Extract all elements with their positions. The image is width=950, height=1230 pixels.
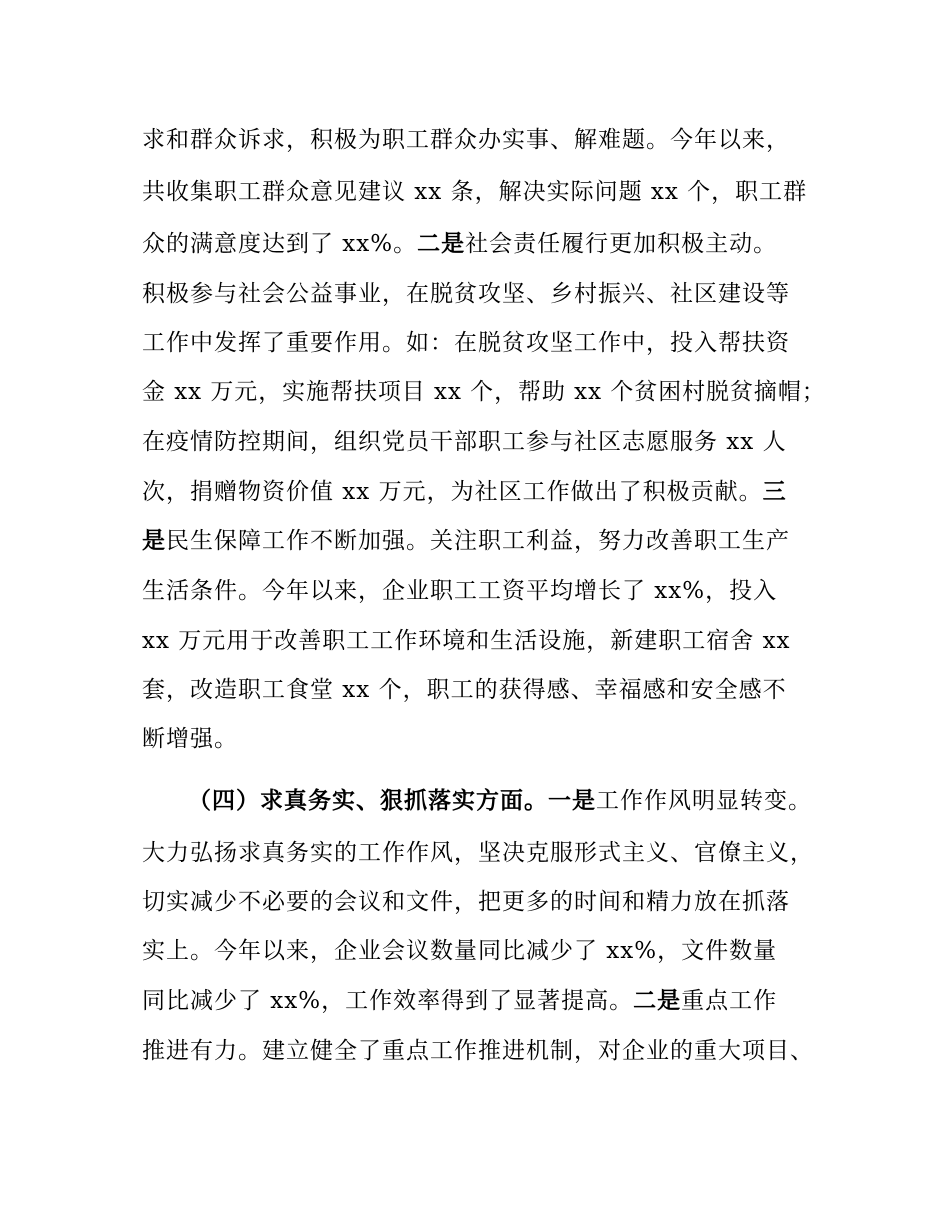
text-line-18: 同比减少了 xx%，工作效率得到了显著提高。二是重点工作 bbox=[142, 988, 778, 1014]
text-line-8: 次，捐赠物资价值 xx 万元，为社区工作做出了积极贡献。三 bbox=[142, 479, 787, 505]
text-line-9: 是民生保障工作不断加强。关注职工利益，努力改善职工生产 bbox=[142, 528, 790, 554]
text-line-19: 推进有力。建立健全了重点工作推进机制，对企业的重大项目、 bbox=[142, 1038, 814, 1064]
bold-marker: 二是 bbox=[633, 988, 682, 1014]
text-line-12: 套，改造职工食堂 xx 个，职工的获得感、幸福感和安全感不 bbox=[142, 677, 787, 703]
section-heading: （四）求真务实、狠抓落实方面。 bbox=[188, 788, 548, 814]
text-line-13: 断增强。 bbox=[142, 726, 238, 752]
text-line-15: 大力弘扬求真务实的工作作风，坚决克服形式主义、官僚主义， bbox=[142, 840, 814, 866]
text-line-4: 积极参与社会公益事业，在脱贫攻坚、乡村振兴、社区建设等 bbox=[142, 281, 790, 307]
text-line-11: xx 万元用于改善职工工作环境和生活设施，新建职工宿舍 xx bbox=[142, 628, 791, 654]
text-line-17: 实上。今年以来，企业会议数量同比减少了 xx%，文件数量 bbox=[142, 938, 778, 964]
text-line-5: 工作中发挥了重要作用。如：在脱贫攻坚工作中，投入帮扶资 bbox=[142, 330, 790, 356]
section-heading-line: （四）求真务实、狠抓落实方面。一是工作作风明显转变。 bbox=[188, 788, 812, 814]
bold-marker: 是 bbox=[142, 528, 166, 554]
bold-marker: 三 bbox=[762, 479, 787, 505]
text-line-2: 共收集职工群众意见建议 xx 条，解决实际问题 xx 个，职工群 bbox=[142, 179, 808, 205]
text-line-10: 生活条件。今年以来，企业职工工资平均增长了 xx%，投入 bbox=[142, 578, 778, 604]
text-line-16: 切实减少不必要的会议和文件，把更多的时间和精力放在抓落 bbox=[142, 889, 790, 915]
bold-marker: 一是 bbox=[548, 788, 596, 814]
bold-marker: 二是 bbox=[417, 231, 466, 257]
text-line-6: 金 xx 万元，实施帮扶项目 xx 个，帮助 xx 个贫困村脱贫摘帽； bbox=[142, 379, 826, 405]
text-line-7: 在疫情防控期间，组织党员干部职工参与社区志愿服务 xx 人 bbox=[142, 429, 787, 455]
text-line-1: 求和群众诉求，积极为职工群众办实事、解难题。今年以来， bbox=[142, 127, 790, 153]
text-line-3: 众的满意度达到了 xx%。二是社会责任履行更加积极主动。 bbox=[142, 231, 778, 257]
